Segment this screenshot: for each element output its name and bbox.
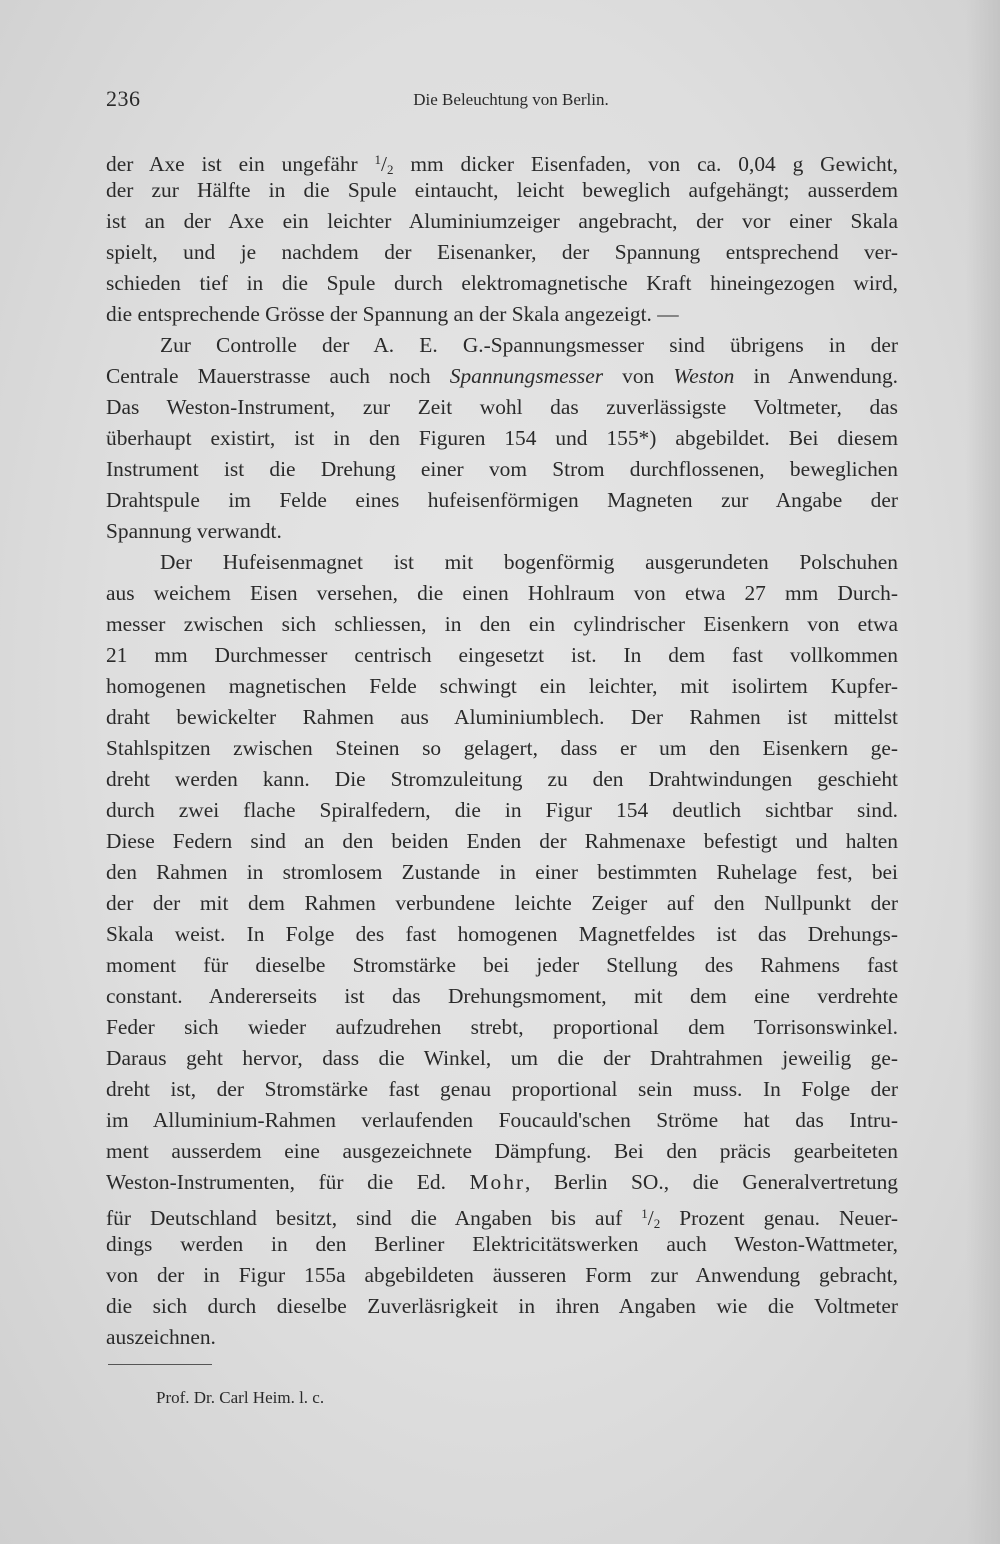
text-line: überhaupt existirt, ist in den Figuren 154 und 155*) abgebildet. Bei diesem — [106, 426, 898, 450]
text-line: Diese Federn sind an den beiden Enden der Rahmenaxe befestigt und halten — [106, 829, 898, 853]
text-line: im Alluminium-Rahmen verlaufenden Foucauld'schen Ströme hat das Intru- — [106, 1108, 898, 1132]
text-line: moment für dieselbe Stromstärke bei jeder Stellung des Rahmens fast — [106, 953, 898, 977]
text-line: ist an der Axe ein leichter Aluminiumzeiger angebracht, der vor einer Skala — [106, 209, 898, 233]
text-line: spielt, und je nachdem der Eisenanker, der Spannung entsprechend ver- — [106, 240, 898, 264]
text-line: Centrale Mauerstrasse auch noch Spannungsmesser von Weston in Anwendung. — [106, 364, 898, 388]
text-line: die sich durch dieselbe Zuverläsrigkeit in ihren Angaben wie die Voltmeter — [106, 1294, 898, 1318]
page-edge-shadow — [966, 0, 1000, 1544]
text-line: Skala weist. In Folge des fast homogenen Magnetfeldes ist das Drehungs- — [106, 922, 898, 946]
text-line: der zur Hälfte in die Spule eintaucht, leicht beweglich aufgehängt; ausserdem — [106, 178, 898, 202]
text-line: dreht werden kann. Die Stromzuleitung zu den Drahtwindungen geschieht — [106, 767, 898, 791]
text-line: schieden tief in die Spule durch elektromagnetische Kraft hineingezogen wird, — [106, 271, 898, 295]
text-line: den Rahmen in stromlosem Zustande in einer bestimmten Ruhelage fest, bei — [106, 860, 898, 884]
text-line: 21 mm Durchmesser centrisch eingesetzt ist. In dem fast vollkommen — [106, 643, 898, 667]
text-line: Spannung verwandt. — [106, 519, 282, 543]
text-line: für Deutschland besitzt, sind die Angaben bis auf $^1/_2$ Prozent genau. Neuer- — [106, 1206, 898, 1231]
text-line: Stahlspitzen zwischen Steinen so gelagert, dass er um den Eisenkern ge- — [106, 736, 898, 760]
page-header — [106, 86, 896, 116]
text-line: ment ausserdem eine ausgezeichnete Dämpfung. Bei den präcis gearbeiteten — [106, 1139, 898, 1163]
body-text — [106, 144, 898, 1353]
text-line: Zur Controlle der A. E. G.-Spannungsmesser sind übrigens in der — [160, 333, 898, 357]
text-line: constant. Andererseits ist das Drehungsmoment, mit dem eine verdrehte — [106, 984, 898, 1008]
text-line: dings werden in den Berliner Elektricitätswerken auch Weston-Wattmeter, — [106, 1232, 898, 1256]
text-line: Das Weston-Instrument, zur Zeit wohl das zuverlässigste Voltmeter, das — [106, 395, 898, 419]
text-line: durch zwei flache Spiralfedern, die in Figur 154 deutlich sichtbar sind. — [106, 798, 898, 822]
text-line: auszeichnen. — [106, 1325, 216, 1349]
text-line: draht bewickelter Rahmen aus Aluminiumblech. Der Rahmen ist mittelst — [106, 705, 898, 729]
text-line: die entsprechende Grösse der Spannung an der Skala angezeigt. — — [106, 302, 679, 326]
footnote-separator — [108, 1364, 212, 1365]
text-line: Weston-Instrumenten, für die Ed. Mohr, Berlin SO., die Generalvertretung — [106, 1170, 898, 1194]
text-line: der der mit dem Rahmen verbundene leichte Zeiger auf den Nullpunkt der — [106, 891, 898, 915]
text-line: homogenen magnetischen Felde schwingt ein leichter, mit isolirtem Kupfer- — [106, 674, 898, 698]
text-line: Feder sich wieder aufzudrehen strebt, proportional dem Torrisonswinkel. — [106, 1015, 898, 1039]
text-line: Der Hufeisenmagnet ist mit bogenförmig ausgerundeten Polschuhen — [160, 550, 898, 574]
text-line: messer zwischen sich schliessen, in den ein cylindrischer Eisenkern von etwa — [106, 612, 898, 636]
text-line: Daraus geht hervor, dass die Winkel, um die der Drahtrahmen jeweilig ge- — [106, 1046, 898, 1070]
page-number: 236 — [106, 86, 141, 111]
running-title: Die Beleuchtung von Berlin. — [413, 90, 609, 109]
text-line: der Axe ist ein ungefähr $^1/_2$ mm dicker Eisenfaden, von ca. 0,04 g Gewicht, — [106, 152, 898, 177]
text-line: dreht ist, der Stromstärke fast genau proportional sein muss. In Folge der — [106, 1077, 898, 1101]
text-line: von der in Figur 155a abgebildeten äusseren Form zur Anwendung gebracht, — [106, 1263, 898, 1287]
footnote: Prof. Dr. Carl Heim. l. c. — [156, 1388, 325, 1407]
text-line: Instrument ist die Drehung einer vom Strom durchflossenen, beweglichen — [106, 457, 898, 481]
text-line: Drahtspule im Felde eines hufeisenförmigen Magneten zur Angabe der — [106, 488, 898, 512]
text-line: aus weichem Eisen versehen, die einen Hohlraum von etwa 27 mm Durch- — [106, 581, 898, 605]
